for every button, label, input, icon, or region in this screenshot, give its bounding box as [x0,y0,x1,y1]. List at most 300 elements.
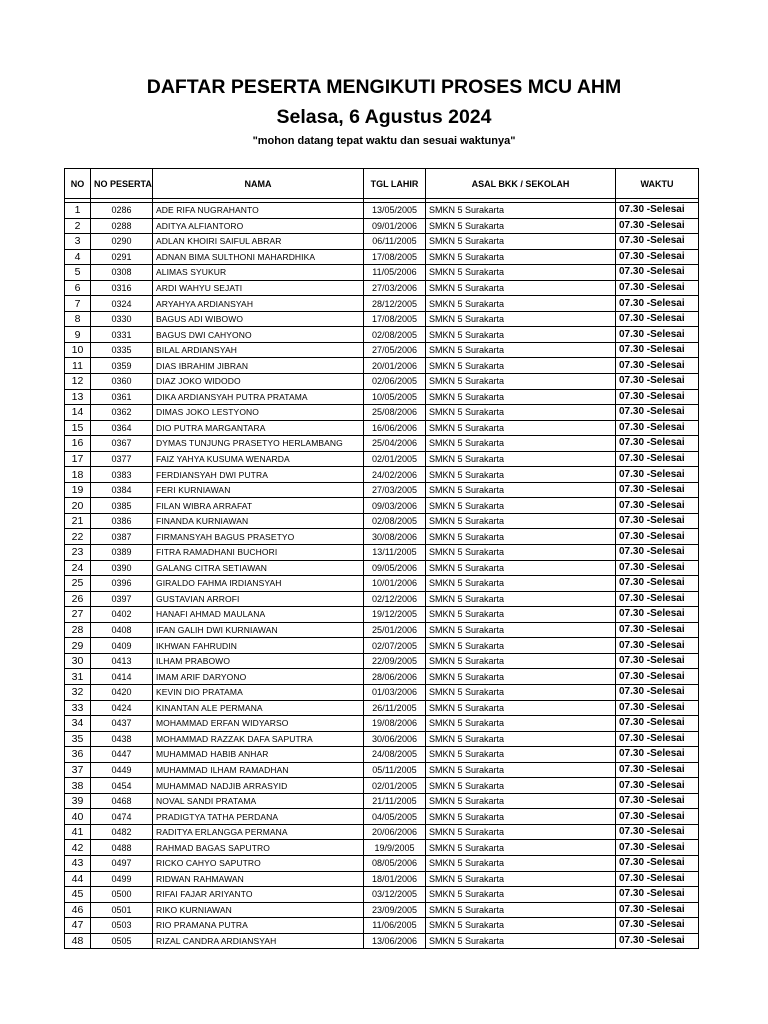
cell-tgl-lahir: 25/04/2006 [364,436,426,452]
cell-nama: RIZAL CANDRA ARDIANSYAH [153,933,364,949]
cell-tgl-lahir: 02/01/2005 [364,451,426,467]
table-row [65,747,699,763]
cell-nama: RIDWAN RAHMAWAN [153,871,364,887]
page-note: "mohon datang tepat waktu dan sesuai waktunya" [252,135,516,147]
cell-asal-sekolah: SMKN 5 Surakarta [426,498,616,514]
table-row [65,902,699,918]
cell-no: 1 [65,203,91,219]
cell-tgl-lahir: 13/05/2005 [364,203,426,219]
cell-no-peserta: 0437 [91,716,153,732]
cell-nama: DIKA ARDIANSYAH PUTRA PRATAMA [153,389,364,405]
cell-nama: FIRMANSYAH BAGUS PRASETYO [153,529,364,545]
cell-tgl-lahir: 25/08/2006 [364,405,426,421]
cell-tgl-lahir: 26/11/2005 [364,700,426,716]
cell-nama: ADLAN KHOIRI SAIFUL ABRAR [153,234,364,250]
cell-nama: BAGUS ADI WIBOWO [153,311,364,327]
cell-tgl-lahir: 27/05/2006 [364,342,426,358]
cell-no-peserta: 0288 [91,218,153,234]
cell-no: 22 [65,529,91,545]
cell-tgl-lahir: 19/08/2006 [364,716,426,732]
table-row [65,607,699,623]
cell-nama: MUHAMMAD HABIB ANHAR [153,747,364,763]
table-row [65,342,699,358]
cell-tgl-lahir: 27/03/2005 [364,482,426,498]
column-header-nama: NAMA [153,169,364,199]
cell-waktu: 07.30 -Selesai [616,871,699,887]
cell-asal-sekolah: SMKN 5 Surakarta [426,451,616,467]
cell-waktu: 07.30 -Selesai [616,498,699,514]
table-row [65,529,699,545]
cell-waktu: 07.30 -Selesai [616,389,699,405]
table-row [65,809,699,825]
cell-no-peserta: 0424 [91,700,153,716]
cell-waktu: 07.30 -Selesai [616,669,699,685]
cell-nama: DIO PUTRA MARGANTARA [153,420,364,436]
cell-tgl-lahir: 10/05/2005 [364,389,426,405]
cell-no-peserta: 0335 [91,342,153,358]
cell-waktu: 07.30 -Selesai [616,591,699,607]
cell-asal-sekolah: SMKN 5 Surakarta [426,716,616,732]
cell-waktu: 07.30 -Selesai [616,405,699,421]
cell-asal-sekolah: SMKN 5 Surakarta [426,669,616,685]
table-row [65,203,699,219]
cell-asal-sekolah: SMKN 5 Surakarta [426,420,616,436]
cell-no: 18 [65,467,91,483]
cell-tgl-lahir: 02/01/2005 [364,778,426,794]
cell-nama: MOHAMMAD ERFAN WIDYARSO [153,716,364,732]
cell-nama: FITRA RAMADHANI BUCHORI [153,545,364,561]
cell-waktu: 07.30 -Selesai [616,887,699,903]
cell-waktu: 07.30 -Selesai [616,793,699,809]
cell-no: 38 [65,778,91,794]
cell-nama: FAIZ YAHYA KUSUMA WENARDA [153,451,364,467]
cell-no: 14 [65,405,91,421]
cell-waktu: 07.30 -Selesai [616,576,699,592]
cell-tgl-lahir: 06/11/2005 [364,234,426,250]
cell-no-peserta: 0408 [91,622,153,638]
cell-asal-sekolah: SMKN 5 Surakarta [426,436,616,452]
cell-waktu: 07.30 -Selesai [616,933,699,949]
cell-nama: ILHAM PRABOWO [153,653,364,669]
table-row [65,482,699,498]
cell-no-peserta: 0501 [91,902,153,918]
cell-asal-sekolah: SMKN 5 Surakarta [426,622,616,638]
cell-asal-sekolah: SMKN 5 Surakarta [426,405,616,421]
cell-asal-sekolah: SMKN 5 Surakarta [426,265,616,281]
cell-no: 19 [65,482,91,498]
cell-nama: KEVIN DIO PRATAMA [153,684,364,700]
cell-waktu: 07.30 -Selesai [616,436,699,452]
table-row [65,405,699,421]
table-row [65,576,699,592]
page-subtitle: Selasa, 6 Agustus 2024 [276,106,492,128]
cell-nama: GIRALDO FAHMA IRDIANSYAH [153,576,364,592]
cell-no-peserta: 0500 [91,887,153,903]
cell-tgl-lahir: 18/01/2006 [364,871,426,887]
cell-tgl-lahir: 20/06/2006 [364,824,426,840]
cell-nama: FILAN WIBRA ARRAFAT [153,498,364,514]
table-row [65,638,699,654]
cell-no-peserta: 0447 [91,747,153,763]
cell-no: 33 [65,700,91,716]
cell-waktu: 07.30 -Selesai [616,420,699,436]
cell-asal-sekolah: SMKN 5 Surakarta [426,513,616,529]
cell-nama: DYMAS TUNJUNG PRASETYO HERLAMBANG [153,436,364,452]
cell-no: 7 [65,296,91,312]
cell-no: 5 [65,265,91,281]
cell-asal-sekolah: SMKN 5 Surakarta [426,731,616,747]
cell-nama: FERI KURNIAWAN [153,482,364,498]
cell-no: 6 [65,280,91,296]
cell-asal-sekolah: SMKN 5 Surakarta [426,887,616,903]
cell-waktu: 07.30 -Selesai [616,840,699,856]
cell-tgl-lahir: 02/08/2005 [364,327,426,343]
cell-nama: HANAFI AHMAD MAULANA [153,607,364,623]
cell-tgl-lahir: 16/06/2006 [364,420,426,436]
cell-waktu: 07.30 -Selesai [616,265,699,281]
table-row [65,467,699,483]
cell-asal-sekolah: SMKN 5 Surakarta [426,684,616,700]
cell-tgl-lahir: 05/11/2005 [364,762,426,778]
cell-nama: IMAM ARIF DARYONO [153,669,364,685]
cell-asal-sekolah: SMKN 5 Surakarta [426,560,616,576]
cell-no-peserta: 0413 [91,653,153,669]
cell-no-peserta: 0503 [91,918,153,934]
table-row [65,887,699,903]
cell-asal-sekolah: SMKN 5 Surakarta [426,902,616,918]
cell-waktu: 07.30 -Selesai [616,203,699,219]
cell-no-peserta: 0390 [91,560,153,576]
cell-nama: FINANDA KURNIAWAN [153,513,364,529]
cell-no-peserta: 0377 [91,451,153,467]
cell-tgl-lahir: 22/09/2005 [364,653,426,669]
cell-nama: ARDI WAHYU SEJATI [153,280,364,296]
cell-no-peserta: 0324 [91,296,153,312]
cell-tgl-lahir: 01/03/2006 [364,684,426,700]
cell-waktu: 07.30 -Selesai [616,342,699,358]
cell-tgl-lahir: 23/09/2005 [364,902,426,918]
cell-asal-sekolah: SMKN 5 Surakarta [426,809,616,825]
table-row [65,436,699,452]
table-row [65,234,699,250]
cell-waktu: 07.30 -Selesai [616,513,699,529]
cell-no: 11 [65,358,91,374]
cell-no-peserta: 0497 [91,855,153,871]
table-row [65,218,699,234]
cell-asal-sekolah: SMKN 5 Surakarta [426,871,616,887]
table-row [65,716,699,732]
table-row [65,311,699,327]
cell-tgl-lahir: 28/12/2005 [364,296,426,312]
cell-nama: RIKO KURNIAWAN [153,902,364,918]
cell-tgl-lahir: 02/07/2005 [364,638,426,654]
cell-no-peserta: 0331 [91,327,153,343]
cell-no: 44 [65,871,91,887]
cell-asal-sekolah: SMKN 5 Surakarta [426,327,616,343]
cell-tgl-lahir: 10/01/2006 [364,576,426,592]
cell-nama: BILAL ARDIANSYAH [153,342,364,358]
cell-waktu: 07.30 -Selesai [616,280,699,296]
cell-no-peserta: 0468 [91,793,153,809]
table-row [65,824,699,840]
cell-tgl-lahir: 04/05/2005 [364,809,426,825]
cell-nama: BAGUS DWI CAHYONO [153,327,364,343]
cell-tgl-lahir: 11/06/2005 [364,918,426,934]
cell-waktu: 07.30 -Selesai [616,451,699,467]
cell-no-peserta: 0286 [91,203,153,219]
cell-asal-sekolah: SMKN 5 Surakarta [426,700,616,716]
cell-asal-sekolah: SMKN 5 Surakarta [426,918,616,934]
cell-nama: RIO PRAMANA PUTRA [153,918,364,934]
cell-no-peserta: 0402 [91,607,153,623]
column-header-no-peserta: NO PESERTA [91,169,153,199]
cell-no: 35 [65,731,91,747]
cell-no-peserta: 0505 [91,933,153,949]
cell-no-peserta: 0387 [91,529,153,545]
table-row [65,249,699,265]
cell-asal-sekolah: SMKN 5 Surakarta [426,203,616,219]
cell-tgl-lahir: 11/05/2006 [364,265,426,281]
cell-no-peserta: 0397 [91,591,153,607]
cell-asal-sekolah: SMKN 5 Surakarta [426,653,616,669]
cell-tgl-lahir: 25/01/2006 [364,622,426,638]
cell-asal-sekolah: SMKN 5 Surakarta [426,778,616,794]
cell-asal-sekolah: SMKN 5 Surakarta [426,747,616,763]
cell-no: 4 [65,249,91,265]
cell-asal-sekolah: SMKN 5 Surakarta [426,824,616,840]
cell-waktu: 07.30 -Selesai [616,374,699,390]
cell-tgl-lahir: 13/11/2005 [364,545,426,561]
cell-no: 40 [65,809,91,825]
cell-no: 3 [65,234,91,250]
cell-tgl-lahir: 20/01/2006 [364,358,426,374]
cell-no-peserta: 0367 [91,436,153,452]
table-row [65,374,699,390]
cell-no: 13 [65,389,91,405]
cell-waktu: 07.30 -Selesai [616,653,699,669]
cell-no: 45 [65,887,91,903]
cell-no: 48 [65,933,91,949]
cell-no: 28 [65,622,91,638]
cell-no: 21 [65,513,91,529]
table-row [65,684,699,700]
cell-no: 29 [65,638,91,654]
cell-waktu: 07.30 -Selesai [616,747,699,763]
cell-no: 27 [65,607,91,623]
table-row [65,622,699,638]
table-row [65,513,699,529]
cell-waktu: 07.30 -Selesai [616,918,699,934]
table-body [65,199,699,949]
page-title: DAFTAR PESERTA MENGIKUTI PROSES MCU AHM [146,76,622,98]
cell-no: 42 [65,840,91,856]
cell-waktu: 07.30 -Selesai [616,234,699,250]
cell-nama: RAHMAD BAGAS SAPUTRO [153,840,364,856]
cell-asal-sekolah: SMKN 5 Surakarta [426,342,616,358]
table-row [65,545,699,561]
cell-waktu: 07.30 -Selesai [616,482,699,498]
cell-no: 47 [65,918,91,934]
cell-waktu: 07.30 -Selesai [616,607,699,623]
cell-no: 25 [65,576,91,592]
cell-tgl-lahir: 28/06/2006 [364,669,426,685]
cell-no-peserta: 0359 [91,358,153,374]
cell-tgl-lahir: 24/02/2006 [364,467,426,483]
cell-asal-sekolah: SMKN 5 Surakarta [426,793,616,809]
table-row [65,762,699,778]
cell-no-peserta: 0389 [91,545,153,561]
cell-no: 8 [65,311,91,327]
cell-no: 24 [65,560,91,576]
cell-no-peserta: 0361 [91,389,153,405]
cell-no: 30 [65,653,91,669]
table-row [65,793,699,809]
cell-waktu: 07.30 -Selesai [616,700,699,716]
cell-no: 41 [65,824,91,840]
cell-no-peserta: 0383 [91,467,153,483]
cell-waktu: 07.30 -Selesai [616,545,699,561]
cell-no-peserta: 0438 [91,731,153,747]
cell-no-peserta: 0362 [91,405,153,421]
cell-no: 26 [65,591,91,607]
cell-waktu: 07.30 -Selesai [616,778,699,794]
cell-nama: NOVAL SANDI PRATAMA [153,793,364,809]
cell-no-peserta: 0386 [91,513,153,529]
cell-asal-sekolah: SMKN 5 Surakarta [426,591,616,607]
cell-no: 2 [65,218,91,234]
table-row [65,280,699,296]
cell-waktu: 07.30 -Selesai [616,731,699,747]
cell-nama: MUHAMMAD NADJIB ARRASYID [153,778,364,794]
cell-asal-sekolah: SMKN 5 Surakarta [426,576,616,592]
cell-nama: RIFAI FAJAR ARIYANTO [153,887,364,903]
cell-no-peserta: 0364 [91,420,153,436]
cell-tgl-lahir: 19/9/2005 [364,840,426,856]
cell-waktu: 07.30 -Selesai [616,358,699,374]
column-header-no: NO [65,169,91,199]
cell-waktu: 07.30 -Selesai [616,296,699,312]
cell-no: 15 [65,420,91,436]
cell-waktu: 07.30 -Selesai [616,855,699,871]
cell-tgl-lahir: 02/06/2005 [364,374,426,390]
column-header-waktu: WAKTU [616,169,699,199]
cell-no-peserta: 0290 [91,234,153,250]
cell-nama: ALIMAS SYUKUR [153,265,364,281]
table-row [65,560,699,576]
cell-tgl-lahir: 21/11/2005 [364,793,426,809]
column-header-tgl-lahir: TGL LAHIR [364,169,426,199]
table-row [65,591,699,607]
cell-tgl-lahir: 03/12/2005 [364,887,426,903]
cell-asal-sekolah: SMKN 5 Surakarta [426,280,616,296]
cell-waktu: 07.30 -Selesai [616,684,699,700]
table-row [65,778,699,794]
cell-waktu: 07.30 -Selesai [616,622,699,638]
cell-asal-sekolah: SMKN 5 Surakarta [426,358,616,374]
cell-no-peserta: 0449 [91,762,153,778]
cell-tgl-lahir: 09/05/2006 [364,560,426,576]
cell-nama: ADITYA ALFIANTORO [153,218,364,234]
cell-asal-sekolah: SMKN 5 Surakarta [426,249,616,265]
cell-waktu: 07.30 -Selesai [616,311,699,327]
table-row [65,296,699,312]
table-row [65,265,699,281]
cell-waktu: 07.30 -Selesai [616,638,699,654]
cell-nama: MOHAMMAD RAZZAK DAFA SAPUTRA [153,731,364,747]
cell-waktu: 07.30 -Selesai [616,716,699,732]
cell-nama: PRADIGTYA TATHA PERDANA [153,809,364,825]
cell-nama: FERDIANSYAH DWI PUTRA [153,467,364,483]
column-header-asal-sekolah: ASAL BKK / SEKOLAH [426,169,616,199]
cell-tgl-lahir: 02/08/2005 [364,513,426,529]
cell-nama: DIAS IBRAHIM JIBRAN [153,358,364,374]
cell-no: 32 [65,684,91,700]
table-row [65,731,699,747]
cell-nama: ADNAN BIMA SULTHONI MAHARDHIKA [153,249,364,265]
cell-asal-sekolah: SMKN 5 Surakarta [426,374,616,390]
cell-no-peserta: 0385 [91,498,153,514]
cell-no: 36 [65,747,91,763]
table-row [65,669,699,685]
cell-asal-sekolah: SMKN 5 Surakarta [426,311,616,327]
cell-tgl-lahir: 17/08/2005 [364,249,426,265]
cell-no: 20 [65,498,91,514]
cell-asal-sekolah: SMKN 5 Surakarta [426,762,616,778]
cell-nama: MUHAMMAD ILHAM RAMADHAN [153,762,364,778]
cell-nama: RADITYA ERLANGGA PERMANA [153,824,364,840]
cell-no: 10 [65,342,91,358]
cell-tgl-lahir: 02/12/2006 [364,591,426,607]
cell-asal-sekolah: SMKN 5 Surakarta [426,482,616,498]
cell-no: 9 [65,327,91,343]
cell-no: 17 [65,451,91,467]
cell-nama: ADE RIFA NUGRAHANTO [153,203,364,219]
participant-table [64,168,699,949]
cell-nama: IFAN GALIH DWI KURNIAWAN [153,622,364,638]
cell-asal-sekolah: SMKN 5 Surakarta [426,296,616,312]
cell-asal-sekolah: SMKN 5 Surakarta [426,933,616,949]
cell-tgl-lahir: 13/06/2006 [364,933,426,949]
table-row [65,451,699,467]
cell-waktu: 07.30 -Selesai [616,467,699,483]
cell-nama: RICKO CAHYO SAPUTRO [153,855,364,871]
cell-asal-sekolah: SMKN 5 Surakarta [426,234,616,250]
cell-nama: IKHWAN FAHRUDIN [153,638,364,654]
cell-no: 43 [65,855,91,871]
cell-asal-sekolah: SMKN 5 Surakarta [426,389,616,405]
table-row [65,389,699,405]
cell-no-peserta: 0414 [91,669,153,685]
cell-nama: GALANG CITRA SETIAWAN [153,560,364,576]
cell-asal-sekolah: SMKN 5 Surakarta [426,218,616,234]
cell-waktu: 07.30 -Selesai [616,529,699,545]
cell-no: 34 [65,716,91,732]
table-row [65,498,699,514]
cell-waktu: 07.30 -Selesai [616,249,699,265]
cell-no-peserta: 0316 [91,280,153,296]
cell-no: 39 [65,793,91,809]
cell-no-peserta: 0360 [91,374,153,390]
cell-no-peserta: 0384 [91,482,153,498]
cell-waktu: 07.30 -Selesai [616,824,699,840]
cell-no: 31 [65,669,91,685]
cell-waktu: 07.30 -Selesai [616,809,699,825]
cell-no-peserta: 0396 [91,576,153,592]
cell-tgl-lahir: 08/05/2006 [364,855,426,871]
cell-no: 16 [65,436,91,452]
cell-tgl-lahir: 17/08/2005 [364,311,426,327]
cell-waktu: 07.30 -Selesai [616,560,699,576]
